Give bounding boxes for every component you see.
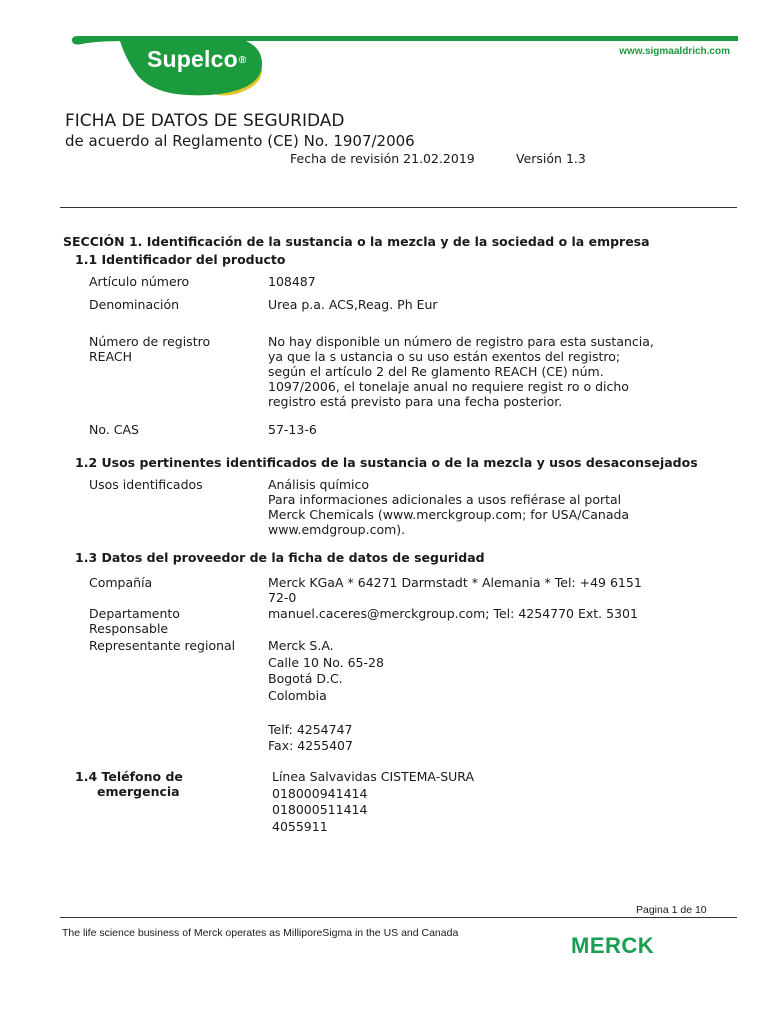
emergency-phone-line: Línea Salvavidas CISTEMA-SURA bbox=[272, 769, 475, 784]
identified-uses-label: Usos identificados bbox=[89, 477, 203, 492]
section-1-4-heading-line-2: emergencia bbox=[97, 784, 180, 799]
telephone-value: Telf: 4254747 bbox=[268, 722, 353, 737]
reach-value-line: No hay disponible un número de registro para esta sustancia, bbox=[268, 334, 654, 349]
department-label-line-1: Departamento bbox=[89, 606, 180, 621]
page-number: Pagina 1 de 10 bbox=[636, 904, 707, 916]
regional-rep-line: Calle 10 No. 65-28 bbox=[268, 655, 384, 670]
section-1-4-heading-line-1: 1.4 Teléfono de bbox=[75, 769, 183, 784]
reach-label-line-2: REACH bbox=[89, 349, 133, 364]
product-name-value: Urea p.a. ACS,Reag. Ph Eur bbox=[268, 297, 438, 312]
website-link[interactable]: www.sigmaaldrich.com bbox=[619, 46, 730, 57]
header-divider bbox=[60, 207, 737, 208]
logo-text: Supelco bbox=[147, 46, 238, 72]
regional-rep-line: Merck S.A. bbox=[268, 638, 334, 653]
company-value-line: Merck KGaA * 64271 Darmstadt * Alemania * Tel: +49 6151 bbox=[268, 575, 642, 590]
emergency-phone-line: 018000511414 bbox=[272, 802, 368, 817]
identified-uses-line: Merck Chemicals (www.merckgroup.com; for USA/Canada bbox=[268, 507, 630, 522]
footer-disclaimer: The life science business of Merck operates as MilliporeSigma in the US and Canada bbox=[62, 927, 459, 939]
regional-rep-line: Bogotá D.C. bbox=[268, 671, 343, 686]
footer-divider bbox=[60, 917, 737, 918]
section-1-3-heading: 1.3 Datos del proveedor de la ficha de datos de seguridad bbox=[75, 550, 485, 565]
department-label-line-2: Responsable bbox=[89, 621, 169, 636]
emergency-phone-line: 018000941414 bbox=[272, 786, 368, 801]
cas-label: No. CAS bbox=[89, 422, 139, 437]
identified-uses-line: Análisis químico bbox=[268, 477, 370, 492]
section-1-2-heading: 1.2 Usos pertinentes identificados de la sustancia o de la mezcla y usos desaconsejados bbox=[75, 455, 698, 470]
reach-label-line-1: Número de registro bbox=[89, 334, 211, 349]
reach-value-line: registro está previsto para una fecha posterior. bbox=[268, 394, 563, 409]
version-label: Versión 1.3 bbox=[516, 151, 586, 166]
section-1-heading: SECCIÓN 1. Identificación de la sustancia o la mezcla y de la sociedad o la empresa bbox=[63, 234, 650, 249]
revision-date: Fecha de revisión 21.02.2019 bbox=[290, 151, 475, 166]
company-value-line: 72-0 bbox=[268, 590, 297, 605]
department-email[interactable]: manuel.caceres@merckgroup.com; Tel: 4254770 Ext. 5301 bbox=[268, 606, 638, 621]
fax-value: Fax: 4255407 bbox=[268, 738, 353, 753]
article-number-label: Artículo número bbox=[89, 274, 190, 289]
identified-uses-line: www.emdgroup.com). bbox=[268, 522, 406, 537]
product-name-label: Denominación bbox=[89, 297, 180, 312]
section-1-1-heading: 1.1 Identificador del producto bbox=[75, 252, 286, 267]
supelco-logo bbox=[147, 46, 246, 73]
reach-value-line: según el artículo 2 del Re glamento REACH (CE) núm. bbox=[268, 364, 604, 379]
registered-mark: ® bbox=[238, 55, 247, 66]
cas-value: 57-13-6 bbox=[268, 422, 317, 437]
reach-value-line: 1097/2006, el tonelaje anual no requiere regist ro o dicho bbox=[268, 379, 629, 394]
document-title: FICHA DE DATOS DE SEGURIDAD bbox=[65, 111, 345, 131]
regional-rep-label: Representante regional bbox=[89, 638, 236, 653]
article-number-value: 108487 bbox=[268, 274, 316, 289]
regional-rep-line: Colombia bbox=[268, 688, 327, 703]
reach-value-line: ya que la s ustancia o su uso están exentos del registro; bbox=[268, 349, 621, 364]
emergency-phone-line: 4055911 bbox=[272, 819, 328, 834]
company-label: Compañía bbox=[89, 575, 153, 590]
merck-logo: MERCK bbox=[571, 933, 655, 958]
document-subtitle: de acuerdo al Reglamento (CE) No. 1907/2006 bbox=[65, 132, 415, 150]
identified-uses-line: Para informaciones adicionales a usos refiérase al portal bbox=[268, 492, 622, 507]
